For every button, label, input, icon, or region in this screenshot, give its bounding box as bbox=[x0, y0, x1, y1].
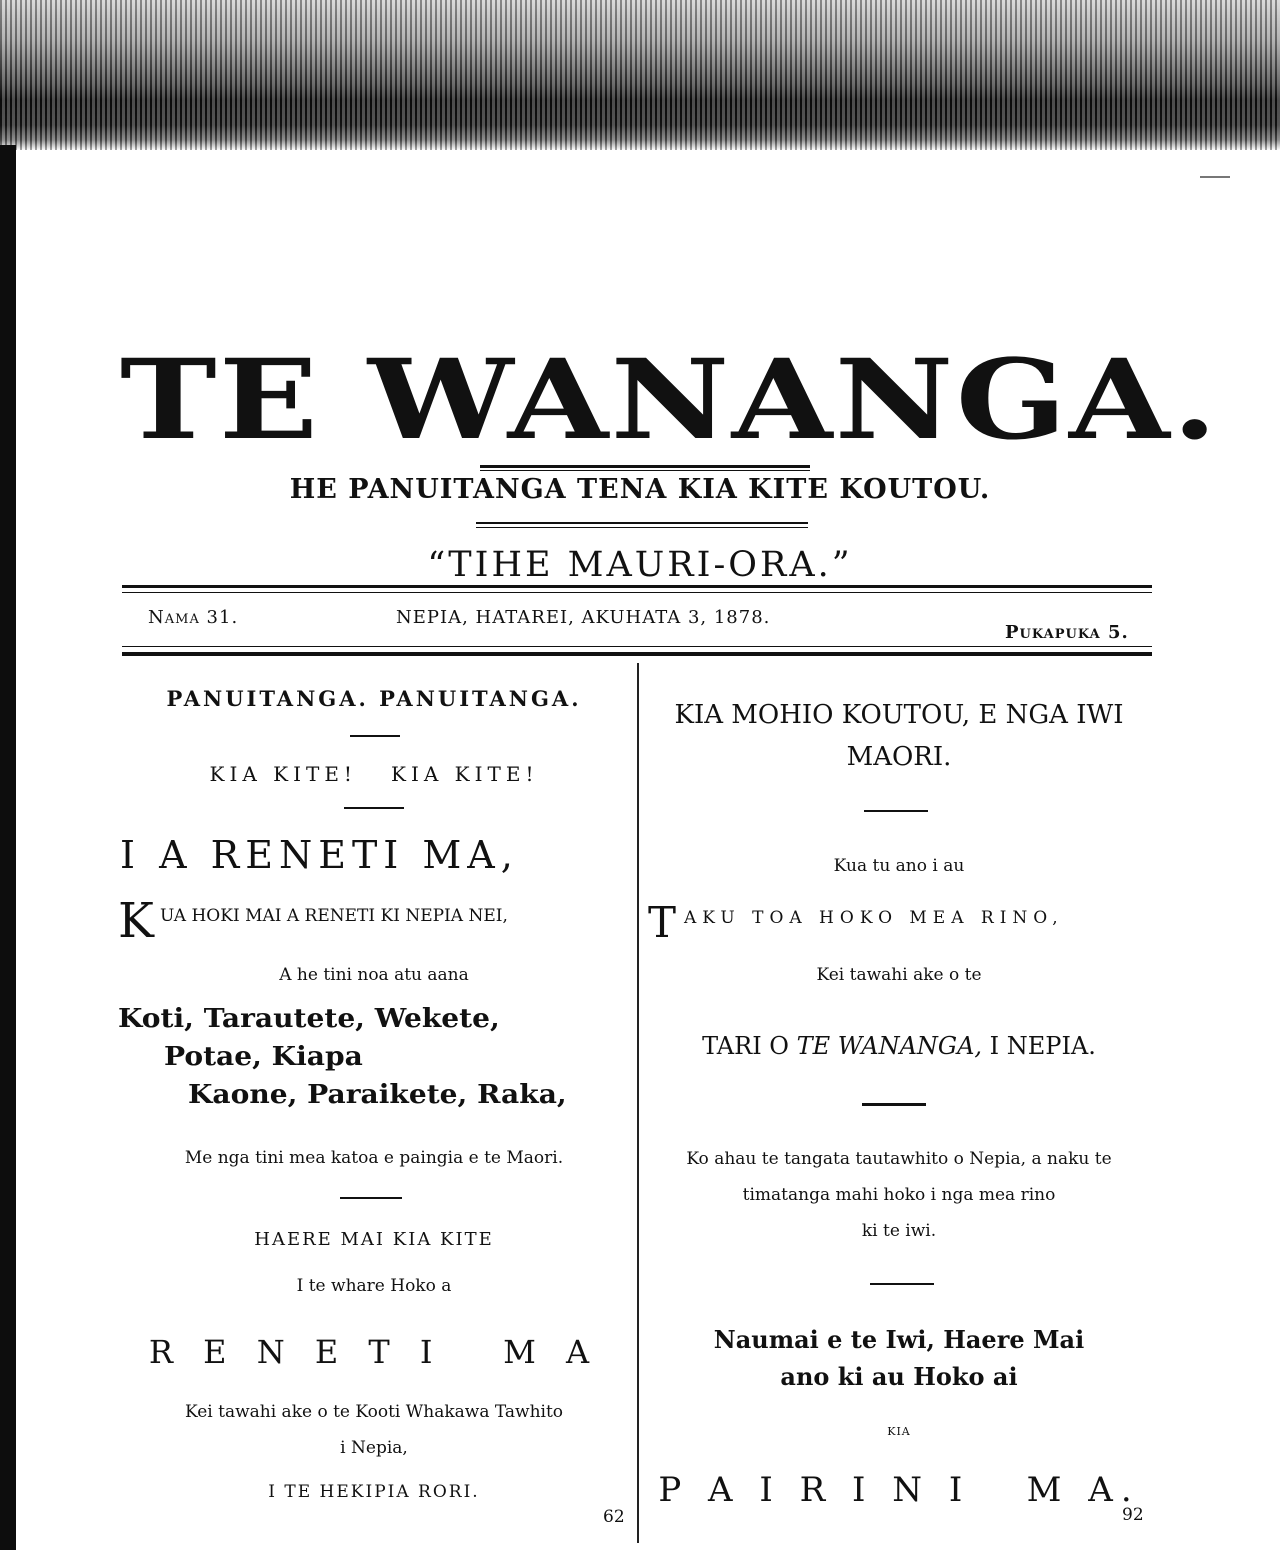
firm-name-spaced: R E N E T I M A bbox=[148, 1333, 600, 1371]
paragraph-line-2: timatanga mahi hoko i nga mea rino bbox=[742, 1185, 1056, 1205]
title-rule bbox=[480, 465, 810, 468]
title-rule-thin bbox=[480, 470, 810, 471]
whare-line: I te whare Hoko a bbox=[296, 1276, 452, 1296]
ad-heading-2: MAORI. bbox=[846, 742, 952, 772]
masthead-rule-top-thin bbox=[122, 592, 1152, 593]
paragraph-line-1: Ko ahau te tangata tautawhito o Nepia, a naku te bbox=[686, 1149, 1112, 1169]
goods-all-line: Me nga tini mea katoa e paingia e te Maori. bbox=[184, 1148, 564, 1168]
drop-cap: K bbox=[118, 893, 154, 949]
location-line: Kei tawahi ake o te Kooti Whakawa Tawhito bbox=[184, 1402, 564, 1422]
kia-line: KIA bbox=[887, 1425, 911, 1438]
goods-line-1: Koti, Tarautete, Wekete, bbox=[118, 1004, 500, 1034]
ad-number: 92 bbox=[1122, 1505, 1144, 1525]
kua-tu-line: Kua tu ano i au bbox=[833, 856, 965, 876]
tari-suffix: I NEPIA. bbox=[982, 1032, 1096, 1060]
drop-cap: T bbox=[648, 898, 677, 947]
masthead-rule-bottom-thin bbox=[122, 646, 1152, 647]
tari-line bbox=[648, 1032, 1150, 1060]
ad-heading: PANUITANGA. PANUITANGA. bbox=[166, 686, 582, 711]
ad-divider bbox=[344, 807, 404, 809]
column-divider bbox=[637, 663, 639, 1543]
issue-number: Nama 31. bbox=[148, 607, 239, 628]
ad-divider bbox=[864, 810, 928, 812]
masthead-rule-bottom bbox=[122, 652, 1152, 656]
scan-left-edge bbox=[0, 145, 16, 1550]
newspaper-motto: “TIHE MAURI-ORA.” bbox=[427, 545, 853, 585]
ad-divider bbox=[350, 735, 400, 737]
welcome-line-1: Naumai e te Iwi, Haere Mai bbox=[713, 1325, 1085, 1354]
ad-number: 62 bbox=[603, 1507, 625, 1527]
tari-newspaper-name: TE WANANGA, bbox=[796, 1032, 983, 1060]
goods-line-2: Potae, Kiapa bbox=[164, 1042, 363, 1072]
ad-divider bbox=[870, 1283, 934, 1285]
scan-speck bbox=[1200, 176, 1230, 178]
haere-mai-line: HAERE MAI KIA KITE bbox=[254, 1229, 494, 1250]
subtitle-rule-thin bbox=[476, 527, 808, 528]
street-line: I TE HEKIPIA RORI. bbox=[268, 1482, 480, 1502]
subtitle-rule bbox=[476, 522, 808, 524]
tari-prefix: TARI O bbox=[702, 1032, 797, 1060]
firm-name: I A RENETI MA, bbox=[120, 833, 519, 877]
paragraph-line-3: ki te iwi. bbox=[861, 1221, 937, 1241]
scan-dark-margin bbox=[0, 0, 1280, 150]
ad-divider bbox=[862, 1103, 926, 1106]
masthead-rule-top bbox=[122, 585, 1152, 588]
volume-number: Pukapuka 5. bbox=[1005, 622, 1129, 643]
goods-intro: A he tini noa atu aana bbox=[279, 965, 469, 985]
newspaper-title: TE WANANGA. bbox=[120, 335, 1220, 464]
ad-heading: KIA MOHIO KOUTOU, E NGA IWI bbox=[674, 700, 1124, 730]
newspaper-subtitle: HE PANUITANGA TENA KIA KITE KOUTOU. bbox=[289, 474, 991, 505]
welcome-line-2: ano ki au Hoko ai bbox=[780, 1362, 1018, 1391]
shop-line: AKU TOA HOKO MEA RINO, bbox=[684, 908, 1064, 928]
firm-name-spaced: P A I R I N I M A. bbox=[658, 1470, 1140, 1510]
kia-kite-line: KIA KITE! KIA KITE! bbox=[209, 762, 539, 786]
dateline: NEPIA, HATAREI, AKUHATA 3, 1878. bbox=[396, 607, 771, 628]
location-line-2: i Nepia, bbox=[340, 1438, 408, 1458]
goods-line-3: Kaone, Paraikete, Raka, bbox=[188, 1080, 567, 1110]
tawahi-line: Kei tawahi ake o te bbox=[816, 965, 982, 985]
ad-divider bbox=[340, 1197, 402, 1199]
lead-line: UA HOKI MAI A RENETI KI NEPIA NEI, bbox=[160, 906, 508, 926]
